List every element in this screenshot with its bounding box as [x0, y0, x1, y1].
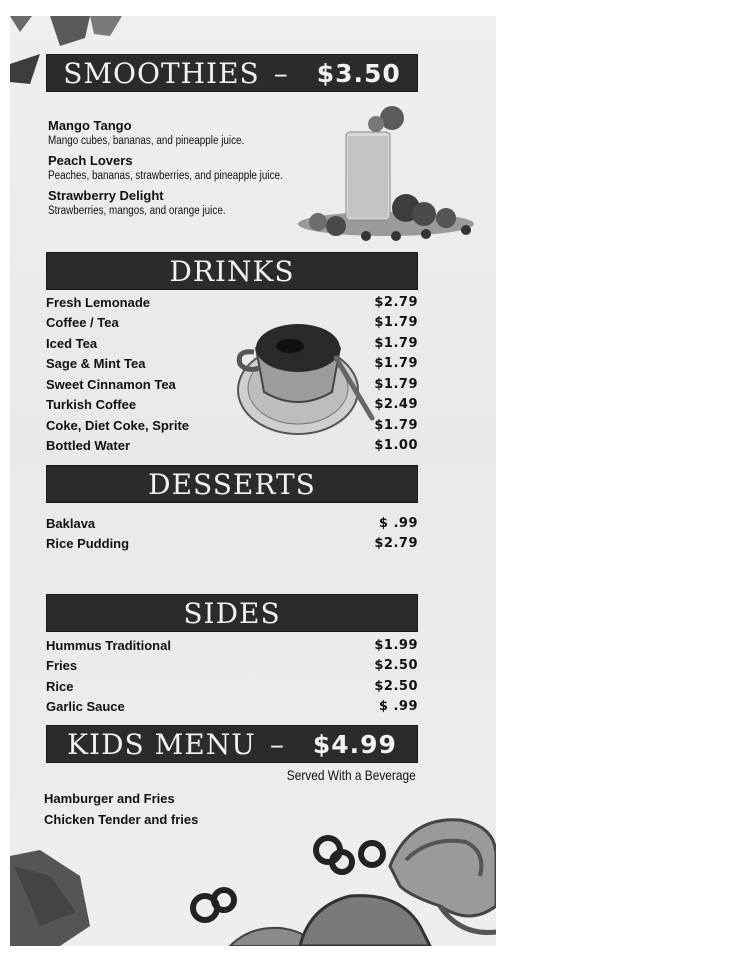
kids-menu-title: KIDS MENU: [67, 727, 256, 761]
smoothies-price: $3.50: [316, 58, 401, 88]
item-price: $ .99: [378, 699, 418, 715]
drinks-title: DRINKS: [169, 254, 295, 288]
list-item: [46, 436, 418, 457]
coffee-cup-icon: [232, 308, 382, 438]
item-price: $2.50: [374, 678, 418, 694]
item-desc: Peaches, bananas, strawberries, and pineapple juice.: [48, 170, 283, 182]
served-note: Served With a Beverage: [287, 767, 416, 783]
item-name: Sweet Cinnamon Tea: [46, 376, 176, 392]
desserts-banner: [46, 465, 418, 503]
list-item: Chicken Tender and fries: [44, 812, 199, 827]
item-price: $1.79: [374, 335, 418, 351]
desserts-title: DESSERTS: [148, 467, 316, 501]
list-item: [46, 635, 418, 656]
item-name: Hummus Traditional: [46, 637, 171, 653]
smoothie-glass-icon: [296, 96, 486, 246]
list-item: [46, 513, 418, 534]
item-name: Fresh Lemonade: [46, 294, 151, 310]
list-item: [46, 676, 418, 697]
list-item: [46, 534, 418, 555]
item-name: Coffee / Tea: [46, 315, 119, 331]
item-name: Bottled Water: [46, 438, 131, 454]
sides-list: [46, 635, 418, 717]
item-name: Rice Pudding: [46, 536, 130, 552]
item-price: $2.49: [374, 397, 418, 413]
item-price: $1.99: [374, 637, 418, 653]
item-price: $1.00: [374, 438, 418, 454]
item-name: Baklava: [46, 515, 96, 531]
sides-title: SIDES: [183, 596, 281, 630]
kids-menu-price: $4.99: [312, 729, 397, 759]
bell-pepper-icon: [10, 816, 496, 946]
item-price: $ .99: [378, 515, 418, 531]
item-name: Peach Lovers: [48, 153, 133, 168]
smoothies-banner: SMOOTHIES – $3.50: [46, 54, 418, 92]
item-price: $1.79: [374, 417, 418, 433]
item-name: Mango Tango: [48, 118, 132, 133]
item-desc: Mango cubes, bananas, and pineapple juice.: [48, 135, 245, 147]
sides-banner: [46, 594, 418, 632]
item-price: $1.79: [374, 356, 418, 372]
item-name: Turkish Coffee: [46, 397, 137, 413]
item-name: Iced Tea: [46, 335, 98, 351]
item-name: Fries: [46, 658, 78, 674]
item-name: Coke, Diet Coke, Sprite: [46, 417, 190, 433]
item-price: $2.79: [374, 536, 418, 552]
item-price: $1.79: [374, 376, 418, 392]
drinks-banner: [46, 252, 418, 290]
item-name: Garlic Sauce: [46, 699, 125, 715]
smoothies-title: SMOOTHIES: [63, 56, 260, 90]
item-name: Sage & Mint Tea: [46, 356, 146, 372]
item-name: Rice: [46, 678, 74, 694]
item-name: Strawberry Delight: [48, 188, 164, 203]
item-price: $2.50: [374, 658, 418, 674]
item-price: $1.79: [374, 315, 418, 331]
item-desc: Strawberries, mangos, and orange juice.: [48, 205, 226, 217]
kids-menu-banner: KIDS MENU – $4.99: [46, 725, 418, 763]
menu-sheet: [10, 16, 496, 946]
list-item: Hamburger and Fries: [44, 791, 175, 806]
item-price: $2.79: [374, 294, 418, 310]
list-item: [46, 697, 418, 718]
desserts-list: [46, 513, 418, 554]
list-item: [46, 656, 418, 677]
